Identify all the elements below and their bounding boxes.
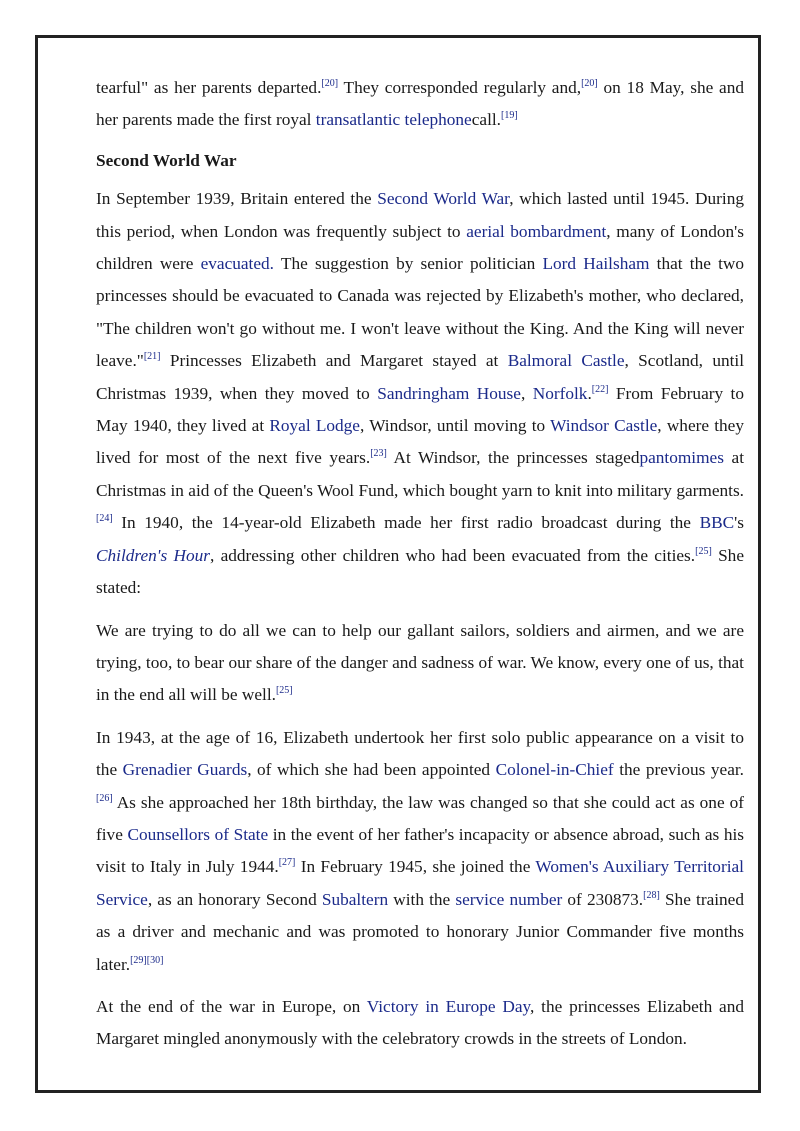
text: , (520, 383, 533, 403)
link-service-number[interactable]: service number (455, 889, 563, 909)
link-second-world-war[interactable]: Second World War (377, 189, 510, 209)
text: call. (471, 110, 501, 130)
citation-23[interactable]: [23] (370, 448, 387, 460)
citation-29-30[interactable]: [29][30] (130, 954, 164, 966)
citation-20[interactable]: [20] (581, 78, 598, 89)
text: Princesses Elizabeth and Margaret stayed at (160, 351, 508, 371)
text: 's (734, 513, 744, 533)
text: As she approached her 18th birthday, the law was changed so that she could act as one of five (96, 792, 744, 844)
link-windsor-castle[interactable]: Windsor Castle (550, 416, 658, 436)
link-childrens-hour[interactable] (96, 546, 210, 565)
paragraph-ve-day (96, 991, 744, 1056)
quote-text: We are trying to do all we can to help our gallant sailors, soldiers and airmen, and we are trying, too, to bear our share of the danger and sadness of war. We know, every one of us, that in the end all will be well. (96, 620, 744, 705)
text: In February 1945, she joined the (295, 857, 536, 877)
citation-20[interactable]: [20] (321, 78, 339, 89)
link-evacuated[interactable]: evacuated. (200, 254, 274, 274)
link-royal-lodge[interactable]: Royal Lodge (269, 416, 360, 436)
link-womens-auxiliary-territorial-service[interactable]: Women's Auxiliary Territorial Service (96, 857, 744, 909)
citation-19[interactable]: [19] (501, 110, 518, 122)
link-balmoral-castle[interactable]: Balmoral Castle (507, 351, 625, 371)
text: , as an honorary Second (147, 889, 322, 909)
paragraph-service (96, 722, 744, 981)
text: with the (388, 889, 456, 909)
text: From February to May 1940, they lived at (96, 383, 744, 436)
article-body (96, 72, 744, 1066)
link-pantomimes[interactable]: pantomimes (639, 448, 724, 468)
text: They corresponded regularly and, (338, 78, 582, 97)
link-counsellors-of-state[interactable]: Counsellors of State (127, 824, 269, 844)
link-sandringham-house[interactable]: Sandringham House (377, 383, 521, 403)
paragraph-war (96, 183, 744, 604)
text: She trained as a driver and mechanic and was promoted to honorary Junior Commander five months later. (96, 889, 744, 974)
citation-22[interactable]: [22] (591, 383, 609, 395)
text: , Windsor, until moving to (359, 416, 551, 436)
text: that the two princesses should be evacuated to Canada was rejected by Elizabeth's mother, who declared, "The children won't go without me. I won't leave without the King. And the King will never leave." (96, 254, 744, 371)
text: at Christmas in aid of the Queen's Wool Fund, which bought yarn to knit into military garments. (96, 448, 744, 500)
text: In 1940, the 14-year-old Elizabeth made her first radio broadcast during the (112, 513, 700, 533)
link-victory-in-europe-day[interactable]: Victory in Europe Day (366, 996, 531, 1016)
text: in the event of her father's incapacity or absence abroad, such as his visit to Italy in July 1944. (96, 824, 744, 877)
text: The suggestion by senior politician (274, 254, 543, 274)
citation-27[interactable]: [27] (278, 857, 296, 869)
link-childrens-hour-label[interactable]: Children's Hour (96, 545, 210, 565)
text: She stated: (96, 545, 744, 598)
link-aerial-bombardment[interactable]: aerial bombardment (466, 221, 607, 241)
text: , many of London's children were (96, 221, 744, 274)
text: , Scotland, until Christmas 1939, when they moved to (96, 351, 745, 403)
block-quote (96, 615, 744, 712)
link-lord-hailsham[interactable]: Lord Hailsham (542, 254, 650, 274)
text: , which lasted until 1945. During this period, when London was frequently subject to (96, 189, 745, 241)
text: , addressing other children who had been evacuated from the cities. (210, 545, 696, 565)
link-subaltern[interactable]: Subaltern (321, 889, 389, 909)
text: In September 1939, Britain entered the (96, 189, 378, 209)
text: , where they lived for most of the next five years. (96, 416, 744, 468)
citation-28[interactable]: [28] (643, 889, 660, 901)
text: the previous year. (613, 760, 744, 780)
link-bbc[interactable]: BBC (699, 513, 735, 533)
text: In 1943, at the age of 16, Elizabeth undertook her first solo public appearance on a visit to the (96, 727, 744, 780)
paragraph-correspondence (96, 72, 744, 137)
text: . (587, 383, 592, 403)
text: , of which she had been appointed (247, 760, 496, 780)
link-transatlantic-telephone[interactable]: transatlantic telephone (315, 110, 472, 130)
text: of 230873. (562, 889, 644, 909)
section-heading: Second World War (96, 150, 237, 170)
text: , the princesses Elizabeth and Margaret mingled anonymously with the celebratory crowds in the streets of London. (96, 996, 744, 1049)
link-grenadier-guards[interactable]: Grenadier Guards (122, 760, 248, 780)
citation-24[interactable]: [24] (96, 513, 113, 525)
text: on 18 May, she and her parents made the first royal (96, 78, 744, 130)
citation-26[interactable]: [26] (96, 792, 113, 804)
text: At the end of the war in Europe, on (96, 996, 367, 1016)
text: At Windsor, the princesses staged (386, 448, 640, 468)
citation-25[interactable]: [25] (275, 685, 293, 697)
link-colonel-in-chief[interactable]: Colonel-in-Chief (495, 760, 614, 780)
citation-25[interactable]: [25] (695, 545, 712, 557)
citation-21[interactable]: [21] (143, 351, 161, 363)
link-norfolk[interactable]: Norfolk (532, 383, 588, 403)
text: tearful" as her parents departed. (96, 78, 322, 97)
